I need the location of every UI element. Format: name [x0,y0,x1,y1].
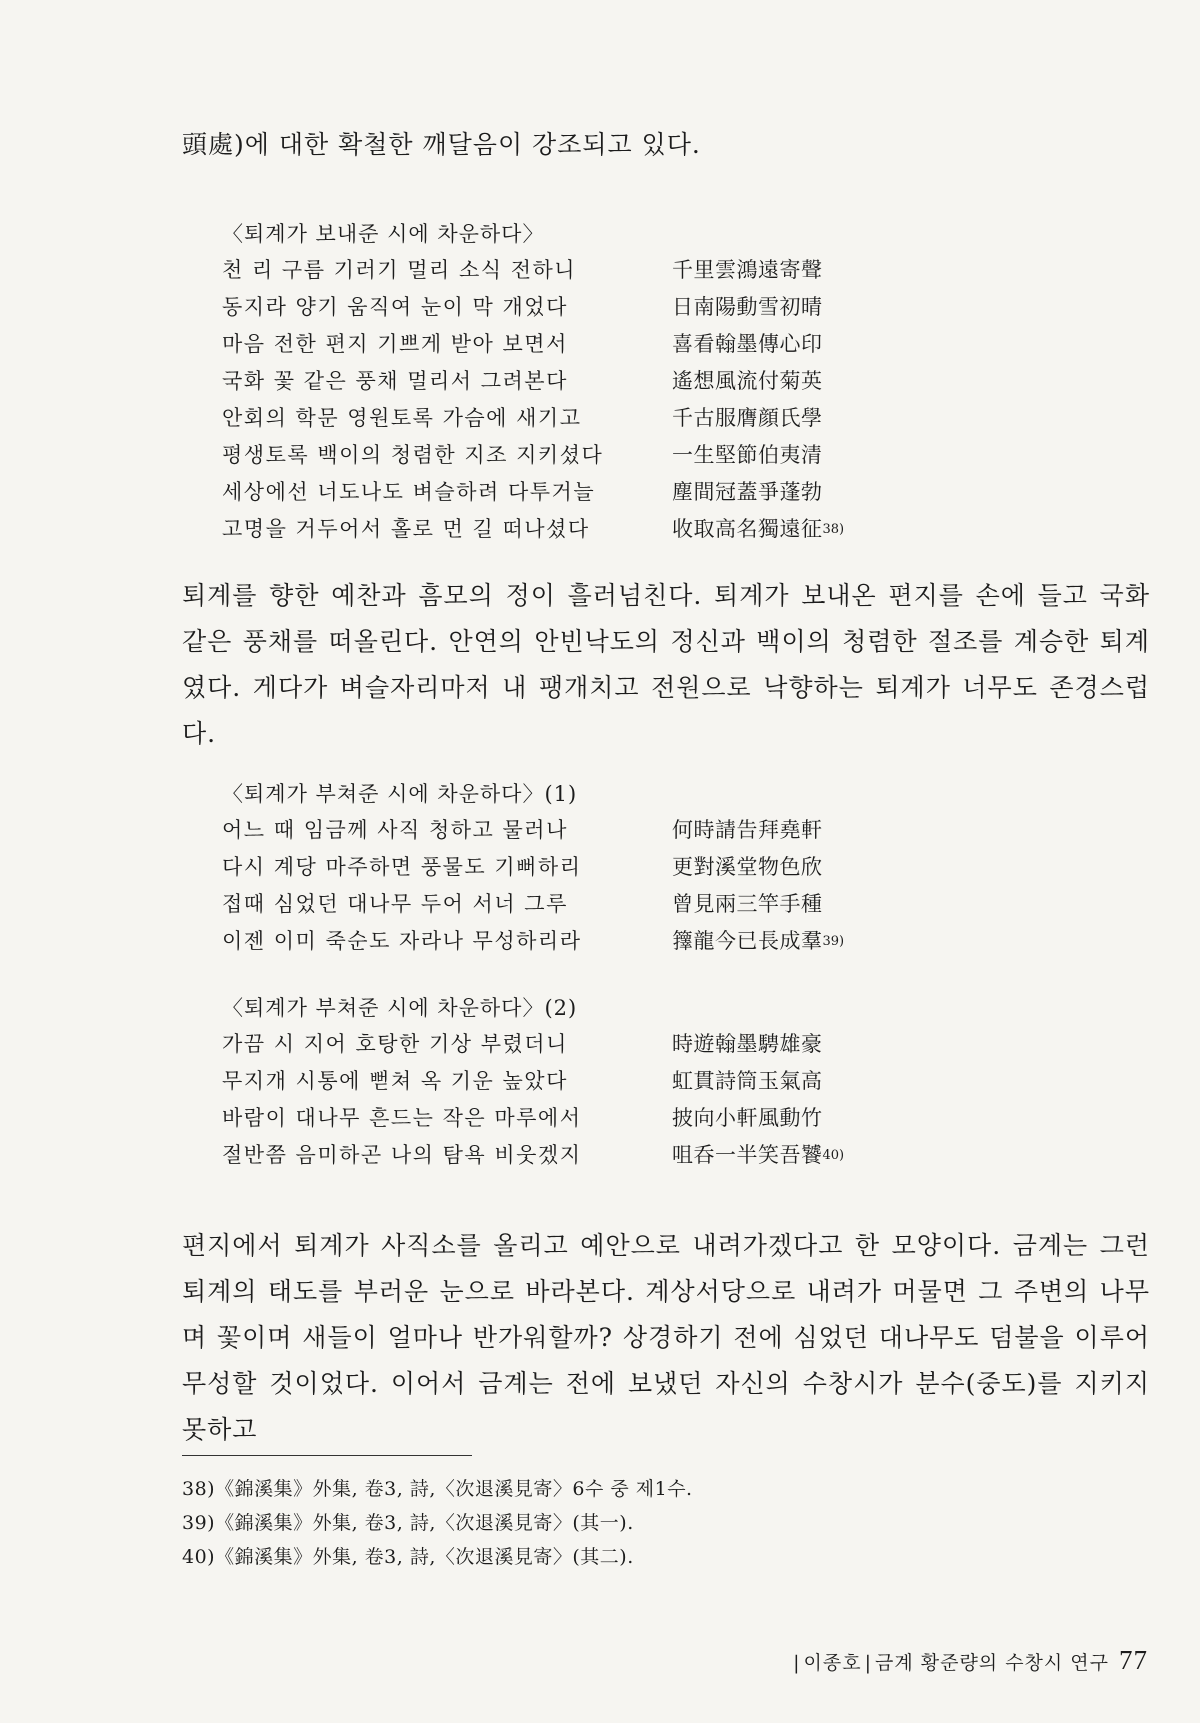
footer-title: 금계 황준량의 수창시 연구 [874,1652,1109,1674]
poem-line [222,363,844,400]
poem-line-korean: 바람이 대나무 흔드는 작은 마루에서 [222,1106,582,1130]
footnote-marker: 39) [822,934,845,949]
poem-line-korean: 이젠 이미 죽순도 자라나 무성하리라 [222,929,582,953]
poem-line-korean: 평생토록 백이의 청렴한 지조 지키셨다 [222,443,604,467]
poem-line [222,1100,844,1137]
footer-author: 이종호 [803,1652,862,1674]
poem-line-hanja: 時遊翰墨騁雄豪 [672,1032,823,1056]
poem-line-hanja: 更對溪堂物色欣 [672,855,823,879]
poem-line-hanja: 塵間冠蓋爭蓬勃 [672,480,823,504]
footnote-40: 40)《錦溪集》外集, 卷3, 詩,〈次退溪見寄〉(其二). [182,1546,634,1568]
intro-text: 頭處)에 대한 확철한 깨달음이 강조되고 있다. [182,130,701,159]
poem-line-korean: 가끔 시 지어 호탕한 기상 부렸더니 [222,1032,568,1056]
poem-line-korean: 동지라 양기 움직여 눈이 막 개었다 [222,295,568,319]
poem-line-hanja: 遙想風流付菊英 [672,369,823,393]
poem-line-hanja: 何時請告拜堯軒 [672,818,823,842]
poem-line-hanja: 千里雲鴻遠寄聲 [672,258,823,282]
poem-line-hanja: 日南陽動雪初晴 [672,295,823,319]
poem-line-hanja: 一生堅節伯夷清 [672,443,823,467]
poem-line [222,289,844,326]
footnote-marker: 40) [822,1148,845,1163]
poem-line [222,886,844,923]
poem-line-korean: 마음 전한 편지 기쁘게 받아 보면서 [222,332,568,356]
poem-line [222,1137,844,1174]
poem-title: 〈퇴계가 부쳐준 시에 차운하다〉(2) [222,996,578,1020]
poem-line [222,326,844,363]
poem-line [222,474,844,511]
footnote-39: 39)《錦溪集》外集, 卷3, 詩,〈次退溪見寄〉(其一). [182,1512,634,1534]
poem-line-korean: 세상에선 너도나도 벼슬하려 다투거늘 [222,480,596,504]
body-paragraph-1: 퇴계를 향한 예찬과 흠모의 정이 흘러넘친다. 퇴계가 보내온 편지를 손에 들고 국화 같은 풍채를 떠올린다. 안연의 안빈낙도의 정신과 백이의 청렴한 절조를 계승한 퇴계였다. 게다가 벼슬자리마저 내 팽개치고 전원으로 낙향하는 퇴계가 너무도 존경스럽다. [182,581,1150,748]
poem-line-hanja: 曾見兩三竿手種 [672,892,823,916]
footer-separator: | [793,1652,801,1674]
poem-line [222,812,844,849]
poem-title: 〈퇴계가 보내준 시에 차운하다〉 [222,222,545,246]
poem-line-korean: 천 리 구름 기러기 멀리 소식 전하니 [222,258,577,282]
poem-line [222,437,844,474]
poem-line-hanja: 虹貫詩筒玉氣高 [672,1069,823,1093]
footnote-marker: 38) [822,522,845,537]
poem-line [222,1063,844,1100]
footer-separator: | [864,1652,872,1674]
poem-line [222,400,844,437]
poem-line-hanja: 喜看翰墨傳心印 [672,332,823,356]
poem-line [222,1026,844,1063]
poem-line-hanja: 千古服膺顔氏學 [672,406,823,430]
poem-line [222,511,844,548]
poem-block-1 [222,216,844,548]
poem-line-korean: 접때 심었던 대나무 두어 서너 그루 [222,892,568,916]
poem-line-korean: 어느 때 임금께 사직 청하고 물러나 [222,818,568,842]
poem-title: 〈퇴계가 부쳐준 시에 차운하다〉(1) [222,782,578,806]
footnote-divider [182,1455,472,1456]
page-footer [790,1645,1148,1676]
poem-line-hanja: 披向小軒風動竹 [672,1106,823,1130]
poem-line [222,849,844,886]
poem-line-korean: 고명을 거두어서 홀로 먼 길 떠나셨다 [222,517,590,541]
page-number: 77 [1119,1645,1148,1675]
footnotes [182,1472,693,1574]
poem-block-3 [222,990,844,1174]
poem-line [222,923,844,960]
poem-line [222,252,844,289]
poem-line-hanja: 收取高名獨遠征 [672,517,823,541]
poem-line-korean: 무지개 시통에 뻗쳐 옥 기운 높았다 [222,1069,568,1093]
poem-line-korean: 안회의 학문 영원토록 가슴에 새기고 [222,406,582,430]
poem-block-2 [222,776,844,960]
poem-line-hanja: 籜龍今已長成羣 [672,929,823,953]
poem-line-korean: 다시 계당 마주하면 풍물도 기뻐하리 [222,855,582,879]
poem-line-hanja: 咀呑一半笑吾饕 [672,1143,823,1167]
body-paragraph-2: 편지에서 퇴계가 사직소를 올리고 예안으로 내려가겠다고 한 모양이다. 금계는 그런 퇴계의 태도를 부러운 눈으로 바라본다. 계상서당으로 내려가 머물면 그 주변의 나무며 꽃이며 새들이 얼마나 반가워할까? 상경하기 전에 심었던 대나무도 덤불을 이루어 무성할 것이었다. 이어서 금계는 전에 보냈던 자신의 수창시가 분수(중도)를 지키지 못하고 [182,1231,1150,1444]
footnote-38: 38)《錦溪集》外集, 卷3, 詩,〈次退溪見寄〉6수 중 제1수. [182,1478,693,1500]
poem-line-korean: 국화 꽃 같은 풍채 멀리서 그려본다 [222,369,568,393]
poem-line-korean: 절반쯤 음미하곤 나의 탐욕 비웃겠지 [222,1143,582,1167]
